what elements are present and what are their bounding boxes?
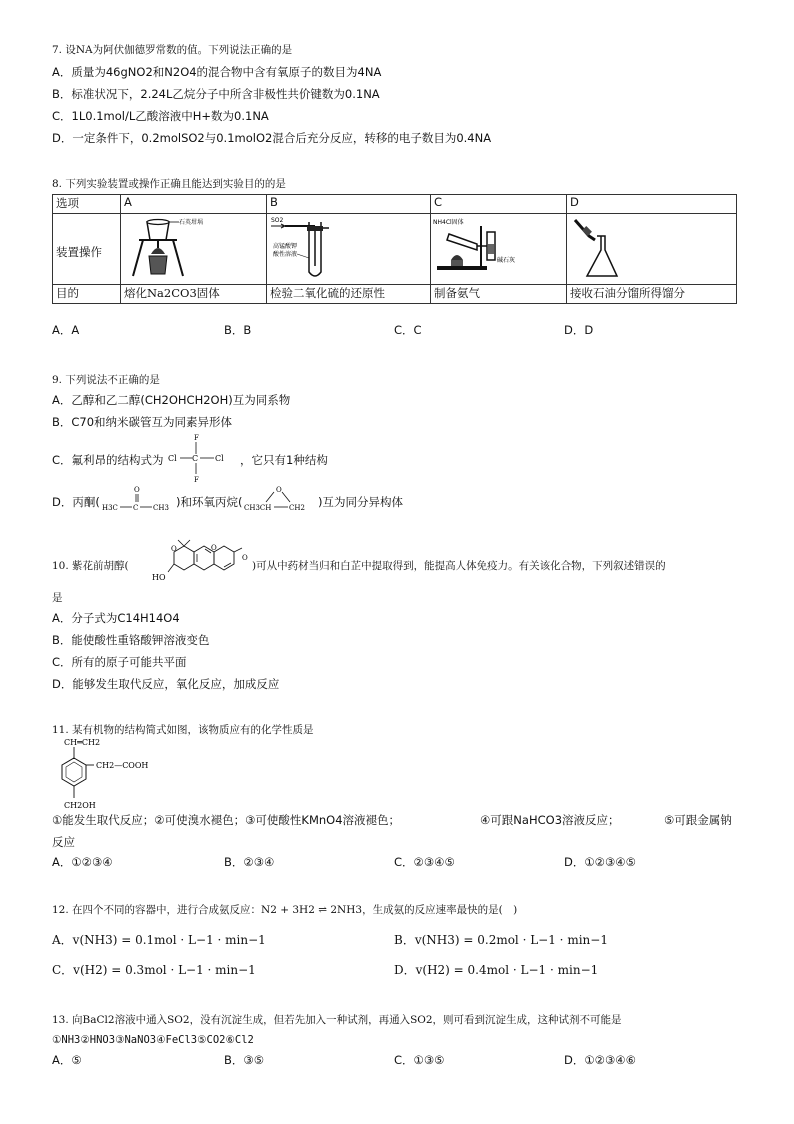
question-7 <box>52 40 754 150</box>
epoxide-ch2: CH2 <box>289 504 305 512</box>
question-12-option-d: D．v(H2) = 0.4mol · L−1 · min−1 <box>394 963 599 977</box>
question-10-stem-end: 是 <box>52 592 63 604</box>
distillation-receiver-illustration <box>567 214 737 284</box>
question-11-props-3: ⑤可跟金属钠 <box>664 813 732 827</box>
question-13-option-a: A．⑤ <box>52 1053 82 1067</box>
freon-structure <box>168 432 248 484</box>
ring-o-2: O <box>171 545 177 553</box>
table-header-d: D <box>567 195 737 214</box>
hydroxyl-ho: HO <box>152 573 166 582</box>
question-8-option-d: D．D <box>564 323 594 337</box>
question-7-stem: 7. 设NA为阿伏伽德罗常数的值。下列说法正确的是 <box>52 44 293 56</box>
table-header-c: C <box>431 195 567 214</box>
table-header-a: A <box>121 195 267 214</box>
question-11 <box>52 722 754 872</box>
crucible-tripod-illustration <box>121 214 267 284</box>
question-8-option-b: B．B <box>224 323 252 337</box>
question-11-option-d: D．①②③④⑤ <box>564 855 636 869</box>
vinyl-group: CH═CH2 <box>64 738 101 747</box>
question-11-props-1: ①能发生取代反应；②可使溴水褪色；③可使酸性KMnO4溶液褪色； <box>52 813 401 827</box>
organic-compound-structure <box>52 736 172 816</box>
question-12-stem: 12. 在四个不同的容器中，进行合成氨反应：N2 + 3H2 ⇌ 2NH3，生成氨的反应速率最快的是( ) <box>52 904 518 916</box>
carbonyl-o: O <box>242 554 248 562</box>
freon-f-top: F <box>194 434 199 442</box>
question-9-option-b: B．C70和纳米碳管互为同素异形体 <box>52 415 233 429</box>
apparatus-b-gas-label: SO2 <box>271 217 284 224</box>
freon-c: C <box>192 454 199 463</box>
ring-o-1: O <box>211 544 217 552</box>
propylene-oxide-structure <box>242 484 318 514</box>
question-10-option-a: A．分子式为C14H14O4 <box>52 611 180 625</box>
question-10-option-b: B．能使酸性重铬酸钾溶液变色 <box>52 633 210 647</box>
acetic-group: CH2—COOH <box>96 761 149 770</box>
question-13-reagents: ①NH3②HNO3③NaNO3④FeCl3⑤CO2⑥Cl2 <box>52 1034 254 1046</box>
row-label-purpose: 目的 <box>53 285 121 304</box>
apparatus-a-cell <box>121 214 267 285</box>
question-10-stem-after: )可从中药材当归和白芷中提取得到，能提高人体免疫力。有关该化合物，下列叙述错误的 <box>252 560 666 572</box>
question-9-option-c-tail: ，它只有1种结构 <box>240 453 328 467</box>
row-label-apparatus: 装置操作 <box>53 214 121 285</box>
epoxide-ch3ch: CH3CH <box>244 504 272 512</box>
ammonia-preparation-illustration <box>431 214 567 284</box>
columbianetin-structure <box>144 538 254 584</box>
question-11-option-a: A．①②③④ <box>52 855 113 869</box>
question-7-option-a: A．质量为46gNO2和N2O4的混合物中含有氧原子的数目为4NA <box>52 65 382 79</box>
question-10-stem-before: 10. 紫花前胡醇( <box>52 560 129 572</box>
question-13-option-b: B．③⑤ <box>224 1053 265 1067</box>
acetone-ch3: CH3 <box>153 504 169 512</box>
acetone-c: C <box>133 504 139 512</box>
apparatus-b-reagent-line2: 酸性溶液 <box>273 251 298 258</box>
table-header-option: 选项 <box>53 195 121 214</box>
question-9-option-d-label: D．丙酮( <box>52 495 100 509</box>
question-9-option-c-label: C．氟利昂的结构式为 <box>52 453 164 467</box>
question-8-stem: 8. 下列实验装置或操作正确且能达到实验目的的是 <box>52 178 286 190</box>
purpose-a: 熔化Na2CO3固体 <box>121 285 267 304</box>
question-12-option-b: B．v(NH3) = 0.2mol · L−1 · min−1 <box>394 933 608 947</box>
acetone-h3c: H3C <box>102 504 118 512</box>
freon-cl-left: Cl <box>168 454 177 463</box>
question-9-option-a: A．乙醇和乙二醇(CH2OHCH2OH)互为同系物 <box>52 393 291 407</box>
purpose-b: 检验二氧化硫的还原性 <box>267 285 431 304</box>
so2-test-tube-illustration <box>267 214 431 284</box>
hydroxymethyl-group: CH2OH <box>64 801 96 810</box>
question-8 <box>52 176 754 336</box>
acetone-structure <box>100 484 176 514</box>
apparatus-c-lime-label: 碱石灰 <box>497 257 516 264</box>
question-11-stem: 11. 某有机物的结构简式如图，该物质应有的化学性质是 <box>52 724 314 736</box>
question-9 <box>52 372 754 520</box>
freon-cl-right: Cl <box>215 454 224 463</box>
question-12-option-c: C．v(H2) = 0.3mol · L−1 · min−1 <box>52 963 256 977</box>
apparatus-a-label: 石英坩埚 <box>179 219 204 226</box>
question-7-option-b: B．标准状况下，2.24L乙烷分子中所含非极性共价键数为0.1NA <box>52 87 380 101</box>
epoxide-o: O <box>276 486 282 494</box>
question-10-option-c: C．所有的原子可能共平面 <box>52 655 187 669</box>
purpose-d: 接收石油分馏所得馏分 <box>567 285 737 304</box>
apparatus-b-cell <box>267 214 431 285</box>
question-11-option-b: B．②③④ <box>224 855 275 869</box>
question-9-option-d-mid: )和环氧丙烷( <box>176 495 243 509</box>
question-10-option-d: D．能够发生取代反应，氧化反应，加成反应 <box>52 677 280 691</box>
question-12-option-a: A．v(NH3) = 0.1mol · L−1 · min−1 <box>52 933 266 947</box>
question-12 <box>52 902 754 982</box>
question-7-option-d: D．一定条件下，0.2molSO2与0.1molO2混合后充分反应，转移的电子数目为0.4NA <box>52 131 492 145</box>
freon-f-bottom: F <box>194 476 199 484</box>
question-13-option-c: C．①③⑤ <box>394 1053 445 1067</box>
question-11-option-c: C．②③④⑤ <box>394 855 455 869</box>
question-8-option-c: C．C <box>394 323 422 337</box>
question-8-option-a: A．A <box>52 323 80 337</box>
apparatus-c-reagent-label: NH4Cl固体 <box>433 219 464 226</box>
table-header-b: B <box>267 195 431 214</box>
acetone-o: O <box>134 486 140 494</box>
question-11-props-4: 反应 <box>52 835 75 849</box>
question-9-stem: 9. 下列说法不正确的是 <box>52 374 160 386</box>
question-13-stem: 13. 向BaCl2溶液中通入SO2，没有沉淀生成，但若先加入一种试剂，再通入SO2，则可看到沉淀生成，这种试剂不可能是 <box>52 1014 622 1026</box>
question-10 <box>52 546 754 694</box>
question-13-option-d: D．①②③④⑥ <box>564 1053 636 1067</box>
experiment-table <box>52 194 737 304</box>
apparatus-b-reagent-line1: 高锰酸钾 <box>273 243 298 250</box>
question-13 <box>52 1012 754 1076</box>
apparatus-d-cell <box>567 214 737 285</box>
purpose-c: 制备氨气 <box>431 285 567 304</box>
question-11-props-2: ④可跟NaHCO3溶液反应； <box>480 813 620 827</box>
question-7-option-c: C．1L0.1mol/L乙酸溶液中H+数为0.1NA <box>52 109 269 123</box>
question-9-option-d-tail: )互为同分异构体 <box>318 495 403 509</box>
apparatus-c-cell <box>431 214 567 285</box>
